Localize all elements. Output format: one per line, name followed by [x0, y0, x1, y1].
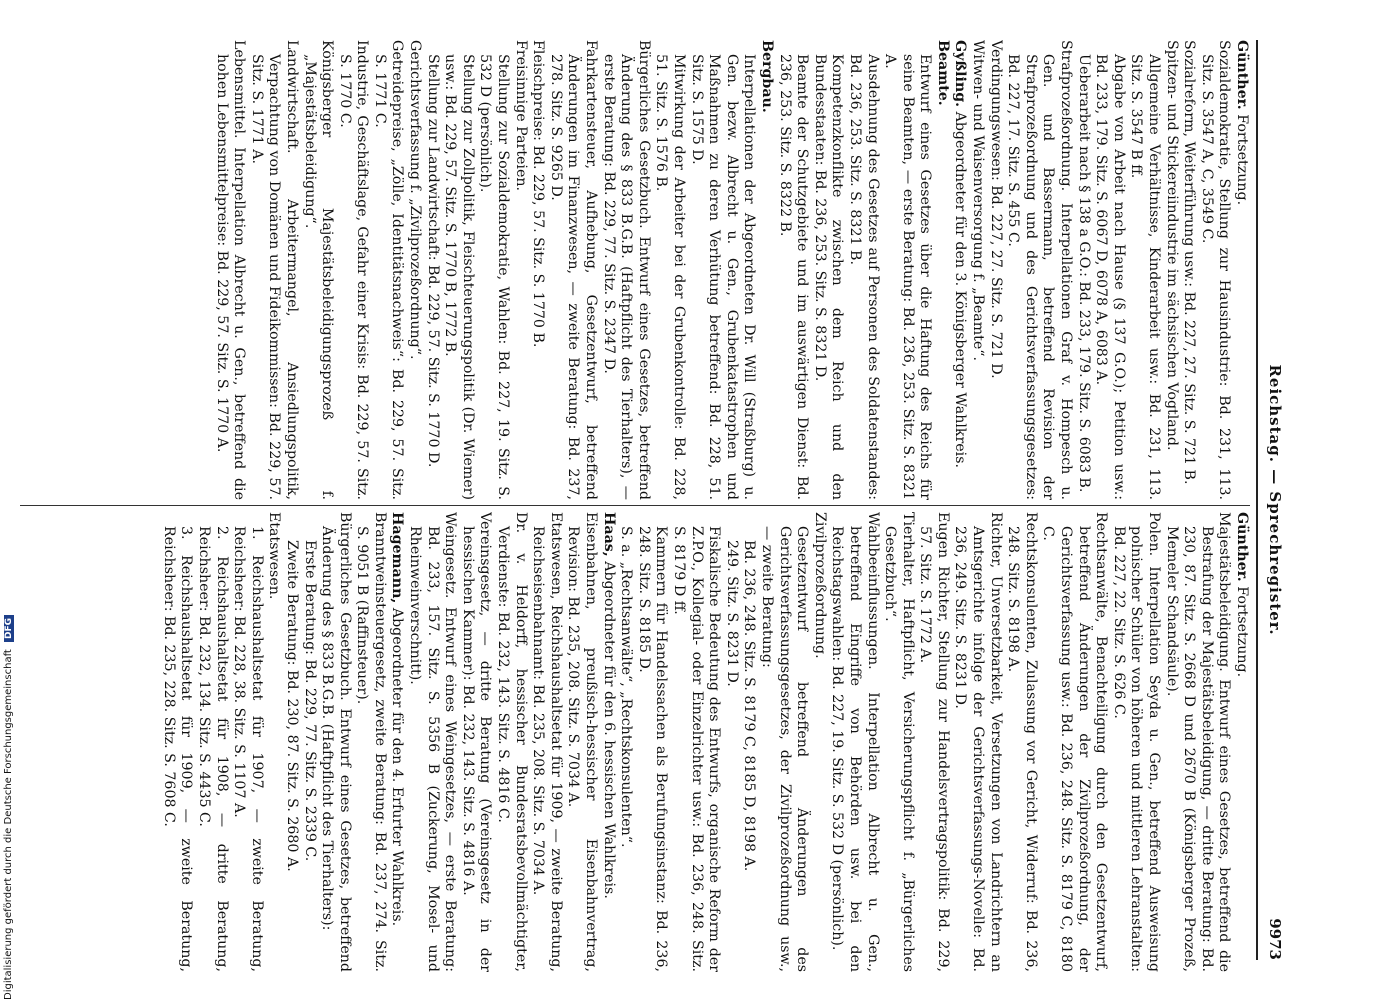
- register-entry: [933, 40, 951, 500]
- register-entry: [1197, 40, 1232, 500]
- entry-text: Stellung zur Zollpolitik, Fleischteuerungspolitik (Dr. Wiemer) usw.: Bd. 229, 57. Sitz. S. 1770 B, 1772 B.: [442, 54, 476, 500]
- entry-text: Vereinsgesetz, — dritte Beratung (Vereinsgesetz in der hessischen Kammer): Bd. 232, 143. Sitz. S. 4816 A.: [459, 512, 494, 972]
- entry-text: Zweite Beratung: Bd. 230, 87. Sitz. S. 2680 A.: [283, 540, 300, 872]
- register-entry: [230, 512, 265, 972]
- entry-text: Gerichtsverfassung f. „Zivilprozeßordnung“.: [407, 40, 424, 360]
- register-entry: [669, 512, 722, 972]
- register-entry: [986, 40, 1004, 500]
- register-entry: [916, 512, 951, 972]
- entry-text: Ausdehnung des Gesetzes auf Personen des Soldatenstandes: Bd. 236, 253. Sitz. S. 8321 B.: [846, 54, 881, 500]
- register-entry: [282, 512, 300, 972]
- entry-text: S. a. „Rechtsanwälte“, „Rechtskonsulenten“.: [618, 526, 635, 848]
- entry-heading: Beamte.: [934, 40, 951, 106]
- entry-text: Verdingungswesen: Bd. 227, 27. Sitz. S. 721 D.: [987, 40, 1004, 379]
- entry-text: Rechtsanwälte, Benachteiligung durch den Gesetzentwurf, betreffend Änderungen der Zivilprozeßordnung, der Gerichtsverfassung usw.: Bd. 236, 248. Sitz. S. 8179 C, 8180 C.: [1040, 512, 1110, 972]
- register-entry: [1232, 512, 1250, 972]
- register-entry: [845, 40, 880, 500]
- register-entry: [406, 40, 424, 500]
- register-entry: [546, 40, 599, 500]
- register-entry: [423, 40, 441, 500]
- register-entry: [353, 512, 388, 972]
- register-entry: [511, 40, 529, 500]
- register-entry: [722, 512, 740, 972]
- entry-text: Sozialdemokratie, Stellung zur Hausindustrie: Bd. 231, 113. Sitz. S. 3547 A, C, 3549 C.: [1198, 40, 1233, 500]
- entry-text: Bd. 236, 248. Sitz. S. 8179 C, 8185 D, 8198 A.: [741, 540, 758, 872]
- entry-text: Fahrkartensteuer, Aufhebung, Gesetzentwurf, betreffend Änderungen im Finanzwesen, — zweite Beratung: Bd. 237, 278. Sitz. S. 9265 D.: [547, 40, 600, 500]
- entry-text: Zivilprozeßordnung.: [811, 512, 828, 659]
- entry-text: Abgeordneter für den 4. Erfurter Wahlkreis.: [389, 607, 406, 927]
- register-entry: [652, 40, 687, 500]
- running-head: [1260, 40, 1284, 960]
- entry-heading: Bergbau.: [758, 40, 775, 113]
- entry-text: Spitzen- und Stickereiindustrie im sächsischen Vogtland.: [1163, 40, 1180, 451]
- entry-heading: Günther.: [1234, 40, 1250, 110]
- register-entry: [1109, 512, 1162, 972]
- entry-text: Ueberarbeit nach § 138 a G.O.: Bd. 233, 179. Sitz. S. 6083 B.: [1075, 54, 1092, 493]
- entry-text: Eisenbahnen, preußisch-hessischer Eisenbahnvertrag, Revision: Bd. 235, 208. Sitz. S. 7034 A.: [565, 512, 600, 972]
- entry-heading: Günther.: [1234, 512, 1250, 582]
- entry-text: Kammern für Handelssachen als Berufungsinstanz: Bd. 236, 248. Sitz. S. 8185 D.: [635, 526, 670, 972]
- left-column: [20, 40, 1250, 500]
- entry-heading: Gyßling.: [952, 40, 969, 108]
- register-entry: [458, 512, 493, 972]
- register-entry: [1162, 40, 1180, 500]
- entry-text: Stellung zur Sozialdemokratie, Wahlen: Bd. 227, 19. Sitz. S. 532 D (persönlich).: [477, 54, 512, 500]
- register-entry: [441, 40, 476, 500]
- entry-text: Weingesetz. Entwurf eines Weingesetzes, — erste Beratung: Bd. 233, 157. Sitz. S. 5356 B (Zuckerung, Mosel- und Rheinweinverschnitt).: [407, 512, 459, 972]
- column-divider: [20, 505, 1250, 506]
- register-entry: [493, 512, 528, 972]
- running-head-title: Reichstag. — Sprechregister.: [1266, 364, 1284, 636]
- entry-text: Abgeordneter für den 6. hessischen Wahlkreis.: [600, 561, 617, 899]
- register-entry: [951, 40, 969, 500]
- entry-text: 2. Reichshaushaltsetat für 1908, — dritte Beratung, Reichsheer: Bd. 232, 134. Sitz. S. 4435 C.: [195, 526, 230, 972]
- entry-text: Gesetzentwurf betreffend Änderungen des Gerichtsverfassungsgesetzes, der Zivilprozeßordnung usw., — zweite Beratung:: [758, 526, 811, 972]
- entry-text: Bürgerliches Gesetzbuch. Entwurf eines Gesetzes, betreffend Änderung des § 833 B.G.B. (Haftpflicht des Tierhalters), — erste Beratung: Bd. 229, 77. Sitz. S. 2347 D.: [600, 40, 652, 500]
- digitization-credit: [3, 600, 14, 1000]
- register-entry: [634, 512, 669, 972]
- entry-text: Allgemeine Verhältnisse, Kinderarbeit usw.: Bd. 231, 113. Sitz. S. 3547 B ff.: [1128, 54, 1163, 500]
- entry-text: Mitwirkung der Arbeiter bei der Grubenkontrolle: Bd. 228, 51. Sitz. S. 1576 B.: [653, 54, 687, 500]
- credit-text: Digitalisierung gefördert durch die Deutsche Forschungsgemeinschaft: [3, 649, 14, 1000]
- right-column: [20, 512, 1250, 972]
- register-entry: [881, 512, 916, 972]
- entry-text: Strafprozeßordnung. Interpellationen Graf v. Hompesch u. Gen. und Bassermann, betreffend Revision der Strafprozeßordnung und des Gerichtsverfassungsgesetzes: Bd. 227, 17. Sitz. S. 455 C.: [1005, 40, 1075, 500]
- entry-text: Bürgerliches Gesetzbuch. Entwurf eines Gesetzes, betreffend Änderung des § 833 B.G.B. (Haftpflicht des Tierhalters):: [319, 512, 353, 972]
- entry-text: Stellung zur Landwirtschaft: Bd. 229, 57. Sitz. S. 1770 D.: [424, 54, 441, 468]
- register-entry: [1004, 40, 1074, 500]
- register-entry: [599, 40, 652, 500]
- entry-text: Polen. Interpellation Seyda u. Gen., betreffend Ausweisung polnischer Schüler von höheren und mittleren Lehranstalten: Bd. 227, 22. Sitz. S. 626 C.: [1110, 512, 1163, 972]
- register-entry: [687, 40, 757, 500]
- register-entry: [740, 512, 758, 972]
- entry-text: Entwurf eines Gesetzes über die Haftung des Reichs für seine Beamten, — erste Beratung: Bd. 236, 253. Sitz. S. 8321 A.: [882, 54, 934, 500]
- register-entry: [1162, 512, 1232, 972]
- register-entry: [1074, 40, 1092, 500]
- entry-text: Abgabe von Arbeit nach Hause (§ 137 G.O.); Petition usw.: Bd. 233, 179. Sitz. S. 6067 D, 6078 A, 6083 A.: [1093, 54, 1127, 500]
- entry-text: Freisinnige Parteien.: [512, 40, 529, 192]
- entry-text: Fortsetzung.: [1234, 114, 1250, 206]
- entry-text: Richter, Unversetzbarkeit, Versetzungen von Landrichtern an Amtsgerichte infolge der Gerichtsverfassungs-Novelle: Bd. 236, 249. Sitz. S. 8231 D.: [952, 512, 1004, 972]
- register-entry: [529, 40, 547, 500]
- register-entry: [828, 512, 881, 972]
- entry-text: Etatswesen, Reichshaushaltsetat für 1909, — zweite Beratung, Reichseisenbahnamt: Bd. 235, 208. Sitz. S. 7034 A.: [530, 512, 564, 972]
- entry-text: Landwirtschaft. Arbeitermangel, Ansiedlungspolitik, Verpachtung von Domänen und Fideikommissen: Bd. 229, 57. Sitz. S. 1771 A.: [248, 40, 300, 500]
- entry-text: Abgeordneter für den 3. Königsberger Wahlkreis.: [952, 111, 969, 469]
- entry-text: Wahlbeeinflussungen. Interpellation Albrecht u. Gen., betreffend Eingriffe von Behörden usw. bei den Reichstagswahlen: Bd. 227, 19. Sitz. S. 532 D (persönlich).: [829, 512, 881, 972]
- dfg-logo: DFG: [4, 615, 14, 642]
- entry-text: Fortsetzung.: [1234, 586, 1250, 678]
- register-entry: [1039, 512, 1109, 972]
- register-entry: [1004, 512, 1039, 972]
- entry-text: 249. Sitz. S. 8231 D.: [723, 540, 740, 687]
- entry-heading: Haas,: [600, 512, 617, 557]
- register-entry: [617, 512, 635, 972]
- register-entry: [318, 512, 353, 972]
- register-entry: [1232, 40, 1250, 500]
- page-number: 9973: [1266, 918, 1284, 960]
- register-entry: [1180, 40, 1198, 500]
- entry-text: Branntweinsteuergesetz, zweite Beratung: Bd. 237, 274. Sitz. S. 9051 B (Raffinsteuer).: [354, 512, 388, 972]
- register-entry: [810, 40, 845, 500]
- register-entry: [265, 512, 283, 972]
- entry-text: Lebensmittel. Interpellation Albrecht u. Gen., betreffend die hohen Lebensmittelpreise: Bd. 229, 57. Sitz. S. 1770 A.: [213, 40, 248, 500]
- entry-heading: Hagemann,: [389, 512, 406, 604]
- register-entry: [388, 512, 406, 972]
- register-entry: [370, 40, 405, 500]
- entry-text: Etatswesen.: [266, 512, 283, 600]
- register-entry: [969, 40, 987, 500]
- entry-text: Majestätsbeleidigung. Entwurf eines Gesetzes, betreffend die Bestrafung der Majestätsbeleidigung, — dritte Beratung: Bd. 230, 87. Sitz. S. 2668 D und 2670 B (Königsberger Prozeß, Memeler Schandsäule).: [1163, 512, 1233, 972]
- entry-text: Beamte der Schutzgebiete und im auswärtigen Dienst: Bd. 236, 253. Sitz. S. 8322 B.: [776, 54, 811, 500]
- register-entry: [1092, 40, 1127, 500]
- entry-text: Industrie, Geschäftslage, Gefahr einer Krisis: Bd. 229, 57. Sitz. S. 1770 C.: [336, 40, 371, 500]
- entry-text: Tierhalter, Haftpflicht, Versicherungspflicht f. „Bürgerliches Gesetzbuch“.: [882, 512, 916, 972]
- entry-text: Sozialreform, Weiterführung usw.: Bd. 227, 27. Sitz. S. 721 B.: [1181, 40, 1198, 485]
- register-entry: [529, 512, 564, 972]
- entry-text: Interpellationen der Abgeordneten Dr. Will (Straßburg) u. Gen. bezw. Albrecht u. Gen., Grubenkatastrophen und Maßnahmen zu deren Verhütung betreffend: Bd. 228, 51. Sitz. S. 1575 D.: [688, 54, 758, 500]
- register-entry: [335, 40, 370, 500]
- register-entry: [406, 512, 459, 972]
- register-entry: [757, 512, 810, 972]
- entry-text: Rechtskonsulenten, Zulassung vor Gericht, Widerruf: Bd. 236, 248. Sitz. S. 8198 A.: [1005, 512, 1039, 972]
- register-entry: [757, 40, 775, 500]
- register-entry: [159, 512, 194, 972]
- entry-text: Kompetenzkonflikte zwischen dem Reich und den Bundesstaaten: Bd. 236, 253. Sitz. S. 8321 D.: [811, 54, 846, 500]
- entry-text: Fleischpreise: Bd. 229, 57. Sitz. S. 1770 B.: [530, 40, 547, 348]
- entry-text: Witwen- und Waisenversorgung f. „Beamte“.: [970, 40, 987, 362]
- register-entry: [599, 512, 617, 972]
- register-entry: [300, 512, 318, 972]
- entry-text: Fiskalische Bedeutung des Entwurfs, organische Reform der Z.P.O., Kollegial- oder Einzelrichter usw.: Bd. 236, 248. Sitz. S. 8179 D ff.: [671, 526, 723, 972]
- register-entry: [951, 512, 1004, 972]
- register-entry: [564, 512, 599, 972]
- register-entry: [476, 40, 511, 500]
- register-entry: [1127, 40, 1162, 500]
- register-entry: [194, 512, 229, 972]
- register-entry: [300, 40, 335, 500]
- entry-text: 1. Reichshaushaltsetat für 1907, — zweite Beratung, Reichsheer: Bd. 228, 38. Sitz. S. 1107 A.: [231, 526, 265, 972]
- header-rule: [1256, 40, 1258, 960]
- entry-text: Königsberger Majestätsbeleidigungsprozeß f. „Majestätsbeleidigung“.: [301, 40, 336, 500]
- entry-text: Dr. v. Heldorff, hessischer Bundesratsbevollmächtigter, Verdienste: Bd. 232, 143. Sitz. S. 4816 C.: [495, 512, 529, 972]
- register-entry: [881, 40, 934, 500]
- register-entry: [212, 40, 247, 500]
- entry-text: 3. Reichshaushaltsetat für 1909, — zweite Beratung, Reichsheer: Bd. 235, 228. Sitz. S. 7608 C.: [160, 526, 195, 972]
- entry-text: Getreidepreise, „Zölle, Identitätsnachweis“: Bd. 229, 57. Sitz. S. 1771 C.: [371, 40, 406, 500]
- entry-text: Eugen Richter, Stellung zur Handelsvertragspolitik: Bd. 229, 57. Sitz. S. 1772 A.: [917, 512, 951, 972]
- register-entry: [247, 40, 300, 500]
- entry-text: Erste Beratung: Bd. 229, 77. Sitz. S. 2339 C.: [301, 540, 318, 862]
- register-entry: [810, 512, 828, 972]
- register-entry: [775, 40, 810, 500]
